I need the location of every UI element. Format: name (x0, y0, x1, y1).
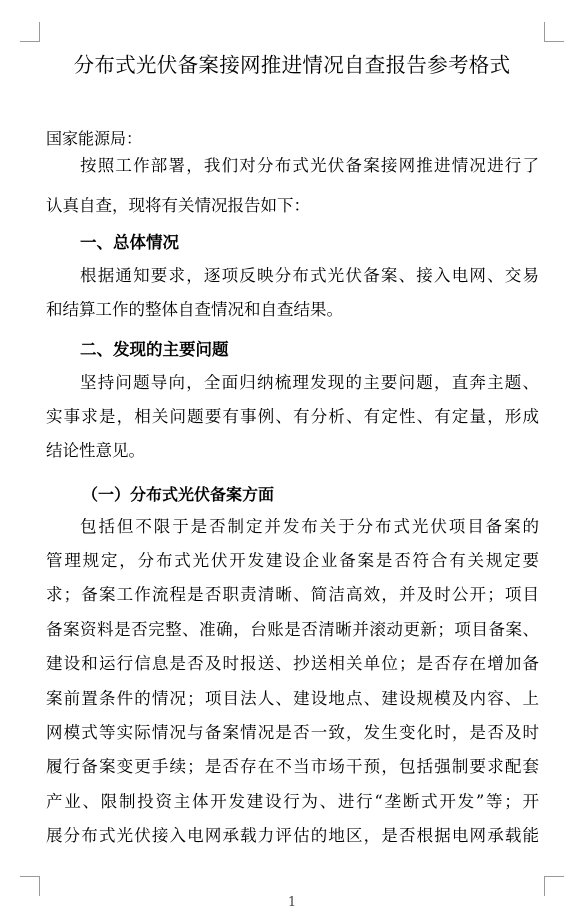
body-line: 包括但不限于是否制定并发布关于分布式光伏项目备案的 (80, 517, 539, 536)
salutation: 国家能源局： (46, 129, 143, 148)
body-line: 实事求是，相关问题要有事例、有分析、有定性、有定量，形成 (46, 407, 539, 426)
body-line: 建设和运行信息是否及时报送、抄送相关单位；是否存在增加备 (46, 654, 539, 673)
body-line: 网模式等实际情况与备案情况是否一致，发生变化时，是否及时 (46, 723, 539, 742)
body-line: 备案资料是否完整、准确，台账是否清晰并滚动更新；项目备案、 (46, 620, 539, 639)
body-line: 管理规定，分布式光伏开发建设企业备案是否符合有关规定要 (46, 551, 539, 570)
body-line: 求；备案工作流程是否职责清晰、简洁高效，并及时公开；项目 (46, 585, 539, 604)
body-line: 根据通知要求，逐项反映分布式光伏备案、接入电网、交易 (80, 266, 539, 285)
body-line: 坚持问题导向，全面归纳梳理发现的主要问题，直奔主题、 (80, 373, 539, 392)
body-line: 履行备案变更手续；是否存在不当市场干预，包括强制要求配套 (46, 757, 539, 776)
body-line: 展分布式光伏接入电网承载力评估的地区，是否根据电网承载能 (46, 826, 539, 845)
body-line: 产业、限制投资主体开发建设行为、进行“垄断式开发”等；开 (46, 792, 539, 811)
section-heading-overview: 一、总体情况 (80, 233, 179, 252)
body-line: 案前置条件的情况；项目法人、建设地点、建设规模及内容、上 (46, 689, 539, 708)
intro-line: 按照工作部署，我们对分布式光伏备案接网推进情况进行了 (80, 156, 539, 175)
intro-line: 认真自查，现将有关情况报告如下： (46, 196, 310, 215)
body-line: 和结算工作的整体自查情况和自查结果。 (46, 300, 343, 319)
page-number: 1 (287, 895, 297, 910)
subsection-heading-filing: （一）分布式光伏备案方面 (82, 485, 275, 504)
document-title: 分布式光伏备案接网推进情况自查报告参考格式 (73, 53, 511, 77)
section-heading-problems: 二、发现的主要问题 (80, 340, 229, 359)
body-line: 结论性意见。 (46, 441, 145, 460)
